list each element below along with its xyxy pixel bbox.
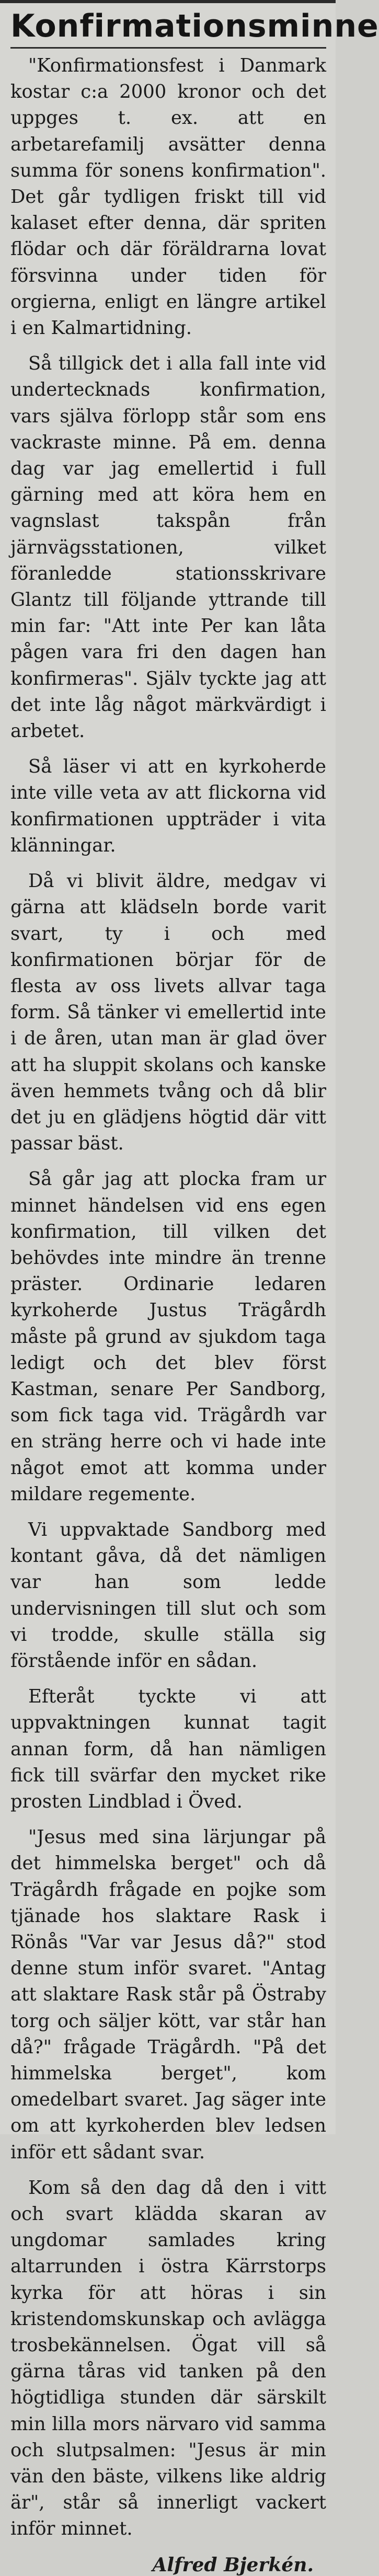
byline: Alfred Bjerkén. <box>152 2554 314 2576</box>
paragraph: "Konfirmationsfest i Danmark kostar c:a 2000 kronor och det uppges t. ex. att en arbetarefamilj avsätter denna summa för sonens konfirmation". Det går tydligen friskt till vid kalaset efter denna, där spriten flödar och där föräldrarna lovat försvinna under tiden för orgierna, enligt en längre artikel i en Kalmartidning. <box>10 55 326 339</box>
paragraph: Så tillgick det i alla fall inte vid undertecknads konfirmation, vars själva förlopp står som ens vackraste minne. På em. denna dag var jag emellertid i full gärning med att köra hem en vagnslast takspån från järnvägsstationen, vilket föranledde stationsskrivare Glantz till följande yttrande till min far: "Att inte Per kan låta pågen vara fri den dagen han konfirmeras". Själv tyckte jag att det inte låg något märkvärdigt i arbetet. <box>10 353 326 742</box>
paragraph: Då vi blivit äldre, medgav vi gärna att klädseln borde varit svart, ty i och med konfirmationen börjar för de flesta av oss livets allvar taga form. Så tänker vi emellertid inte i de åren, utan man är glad över att ha sluppit skolans och kanske även hemmets tvång och då blir det ju en glädjens högtid där vitt passar bäst. <box>10 870 326 1155</box>
headline-rule <box>10 47 326 49</box>
paragraph: Vi uppvaktade Sandborg med kontant gåva, då det nämligen var han som ledde undervisningen till slut och som vi trodde, skulle ställa sig förstående inför en sådan. <box>10 1519 326 1672</box>
headline: Konfirmationsminne <box>10 8 379 44</box>
paragraph: "Jesus med sina lärjungar på det himmelska berget" och då Trägårdh frågade en pojke som tjänade hos slaktare Rask i Rönås "Var var Jesus då?" stod denne stum inför svaret. "Antag att slaktare Rask står på Östraby torg och säljer kött, var står han då?" frågade Trägårdh. "På det himmelska berget", kom omedelbart svaret. Jag säger inte om att kyrkoherden blev ledsen inför ett sådant svar. <box>10 1826 326 2163</box>
paragraph: Kom så den dag då den i vitt och svart klädda skaran av ungdomar samlades kring altarrunden i östra Kärrstorps kyrka för att höras i sin kristendomskunskap och avlägga trosbekännelsen. Ögat vill så gärna tåras vid tanken på den högtidliga stunden där särskilt min lilla mors närvaro vid samma och slutpsalmen: "Jesus är min vän den bäste, vilkens like aldrig är", står så innerligt vackert inför minnet. <box>10 2177 326 2540</box>
article-body <box>10 53 326 2543</box>
paragraph: Så läser vi att en kyrkoherde inte ville veta av att flickorna vid konfirmationen uppträder i vita klänningar. <box>10 756 326 856</box>
paragraph: Så går jag att plocka fram ur minnet händelsen vid ens egen konfirmation, till vilken det behövdes inte mindre än trenne präster. Ordinarie ledaren kyrkoherde Justus Trägårdh måste på grund av sjukdom taga ledigt och det blev först Kastman, senare Per Sandborg, som fick taga vid. Trägårdh var en sträng herre och vi hade inte något emot att komma under mildare regemente. <box>10 1168 326 1505</box>
top-rule <box>0 0 336 3</box>
paragraph: Efteråt tyckte vi att uppvaktningen kunnat tagit annan form, då han nämligen fick till svärfar den mycket rike prosten Lindblad i Öved. <box>10 1686 326 1812</box>
